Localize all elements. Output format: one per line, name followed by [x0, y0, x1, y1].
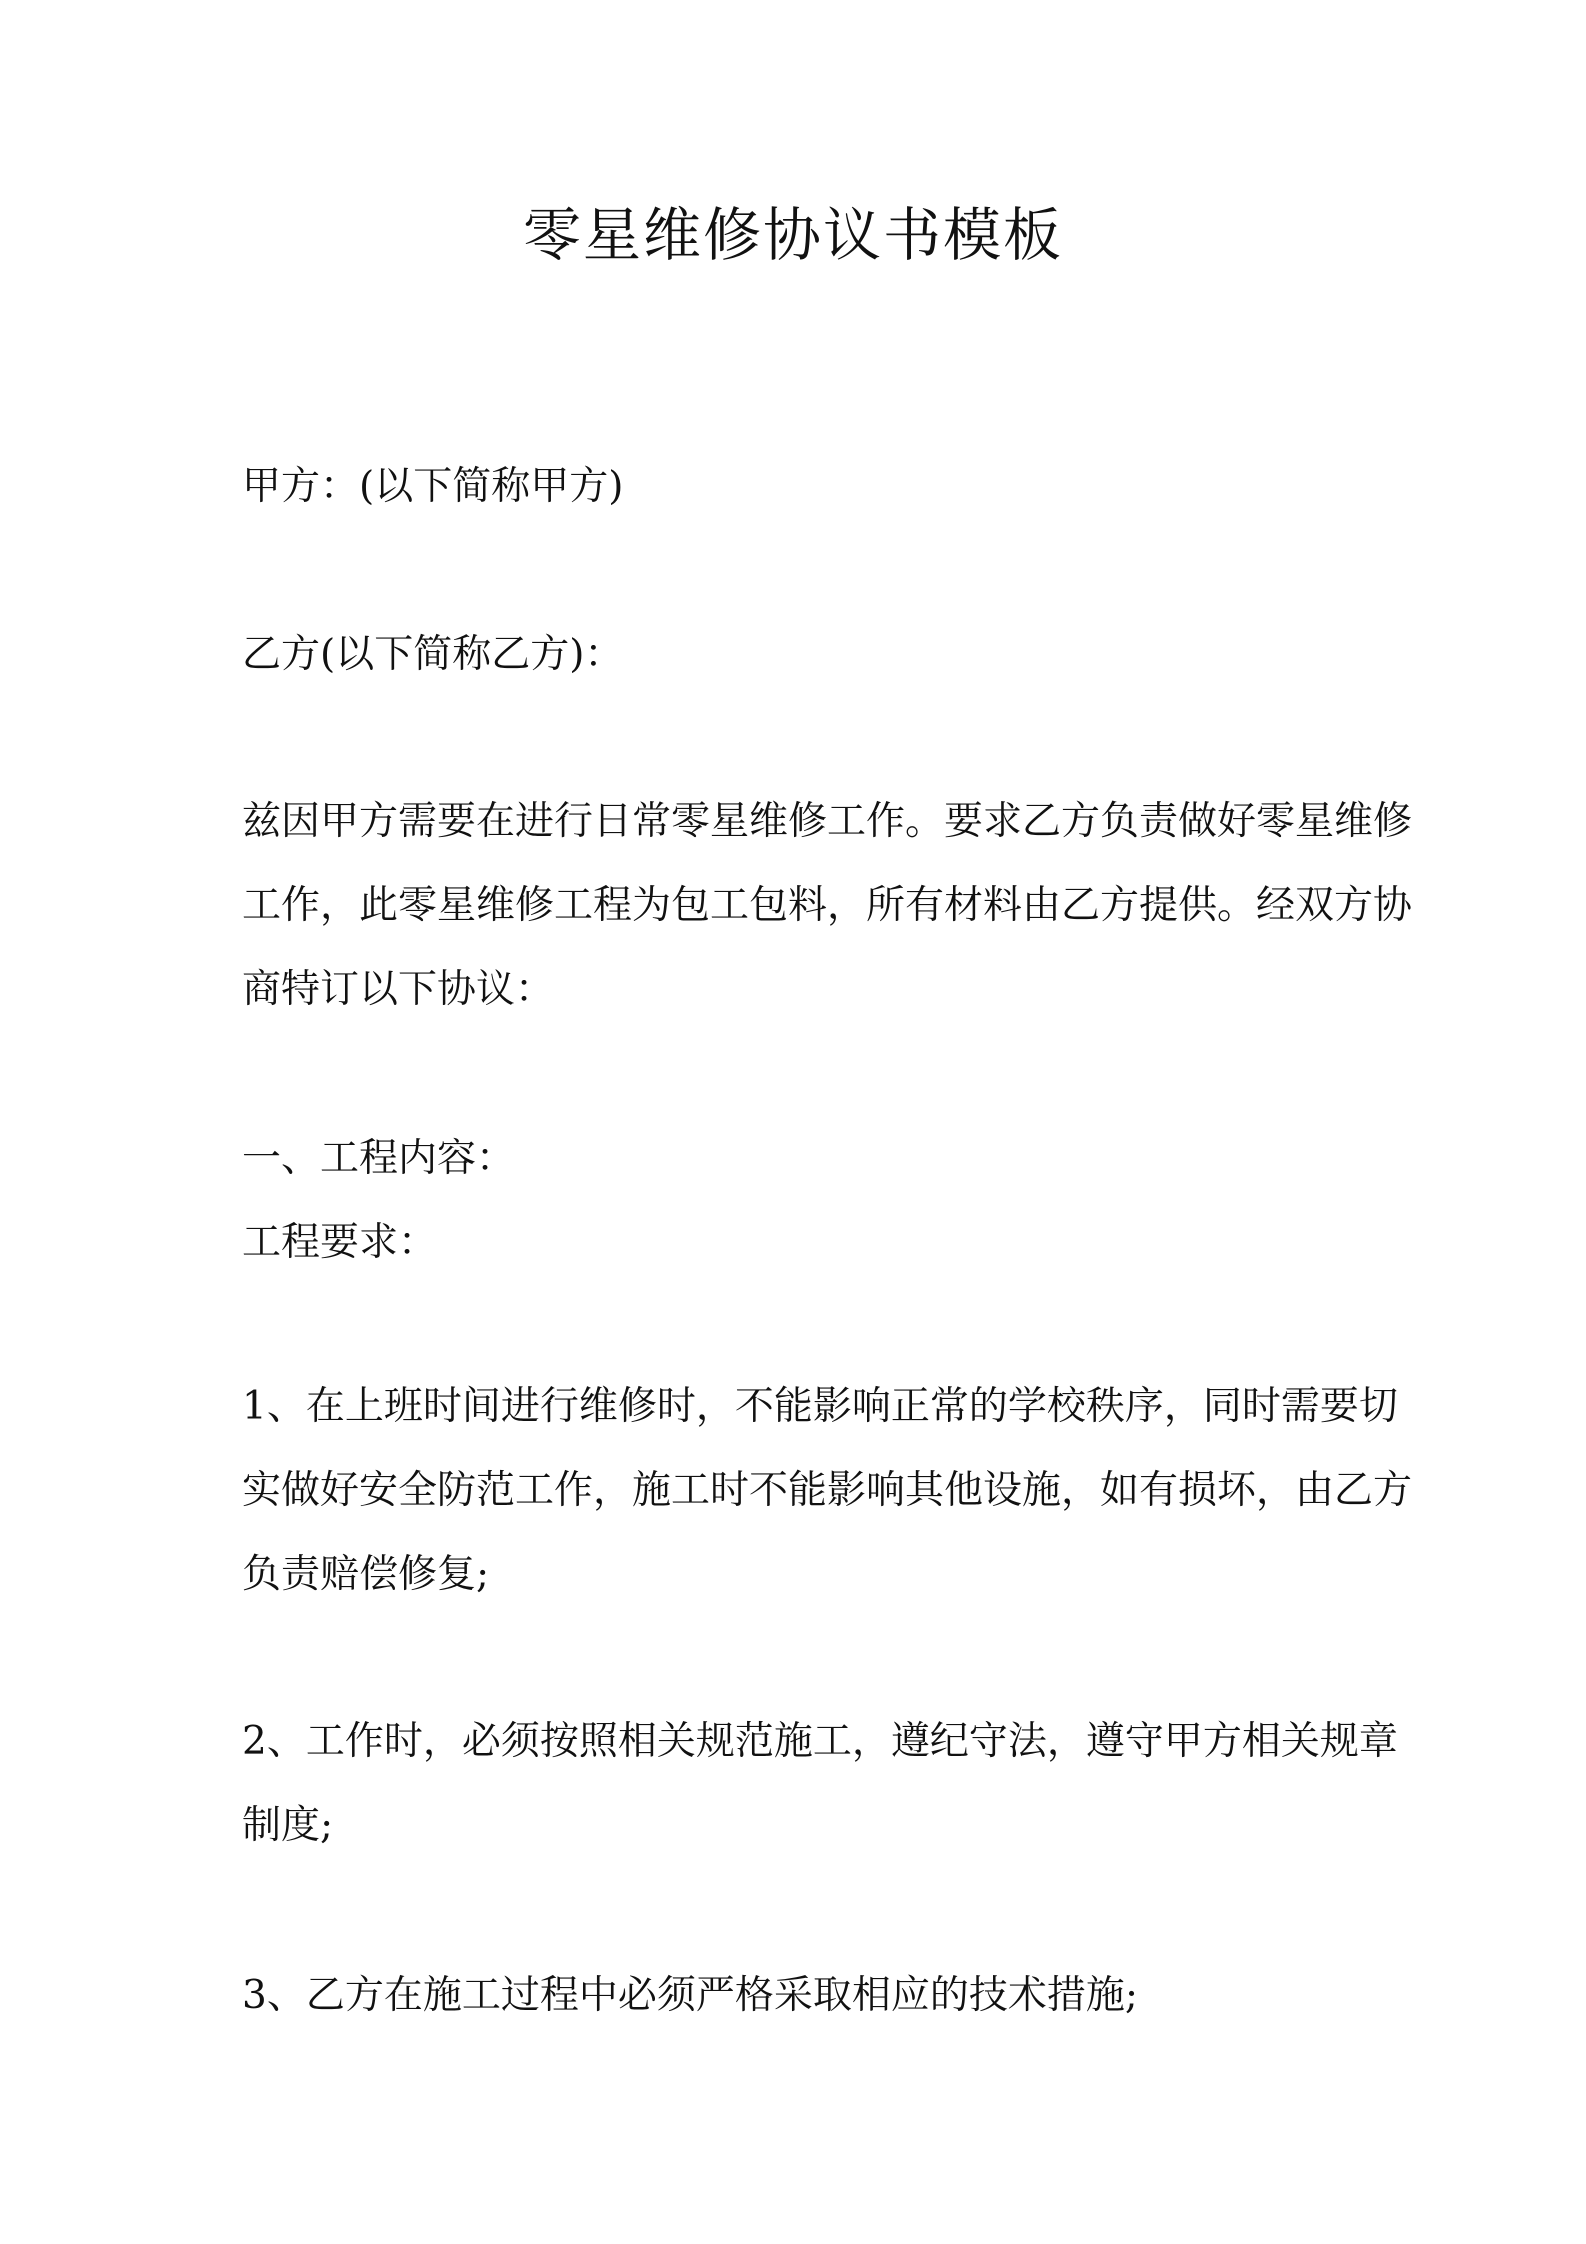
intro-line-2: 工作，此零星维修工程为包工包料，所有材料由乙方提供。经双方协: [242, 883, 1413, 928]
item-1-paragraph: [242, 1365, 1413, 1617]
item-2-line-1: 2、工作时，必须按照相关规范施工，遵纪守法，遵守甲方相关规章: [242, 1719, 1398, 1764]
section-1-heading: 一、工程内容：: [242, 1136, 516, 1181]
intro-line-3: 商特订以下协议：: [242, 967, 555, 1012]
intro-line-1: 兹因甲方需要在进行日常零星维修工作。要求乙方负责做好零星维修: [242, 799, 1413, 844]
item-1-line-1: 1、在上班时间进行维修时，不能影响正常的学校秩序，同时需要切: [242, 1384, 1398, 1429]
party-b-line: 乙方(以下简称乙方)：: [242, 632, 624, 677]
item-2-line-2: 制度;: [242, 1803, 334, 1848]
item-1-line-3: 负责赔偿修复;: [242, 1552, 490, 1597]
party-a-line: 甲方：(以下简称甲方): [242, 464, 624, 509]
item-2-paragraph: [242, 1700, 1398, 1868]
document-title: 零星维修协议书模板: [522, 201, 1063, 269]
item-3-line: 3、乙方在施工过程中必须严格采取相应的技术措施;: [242, 1973, 1138, 2018]
item-1-line-2: 实做好安全防范工作，施工时不能影响其他设施，如有损坏，由乙方: [242, 1468, 1413, 1513]
intro-paragraph: [242, 780, 1413, 1032]
requirements-heading: 工程要求：: [242, 1220, 438, 1265]
